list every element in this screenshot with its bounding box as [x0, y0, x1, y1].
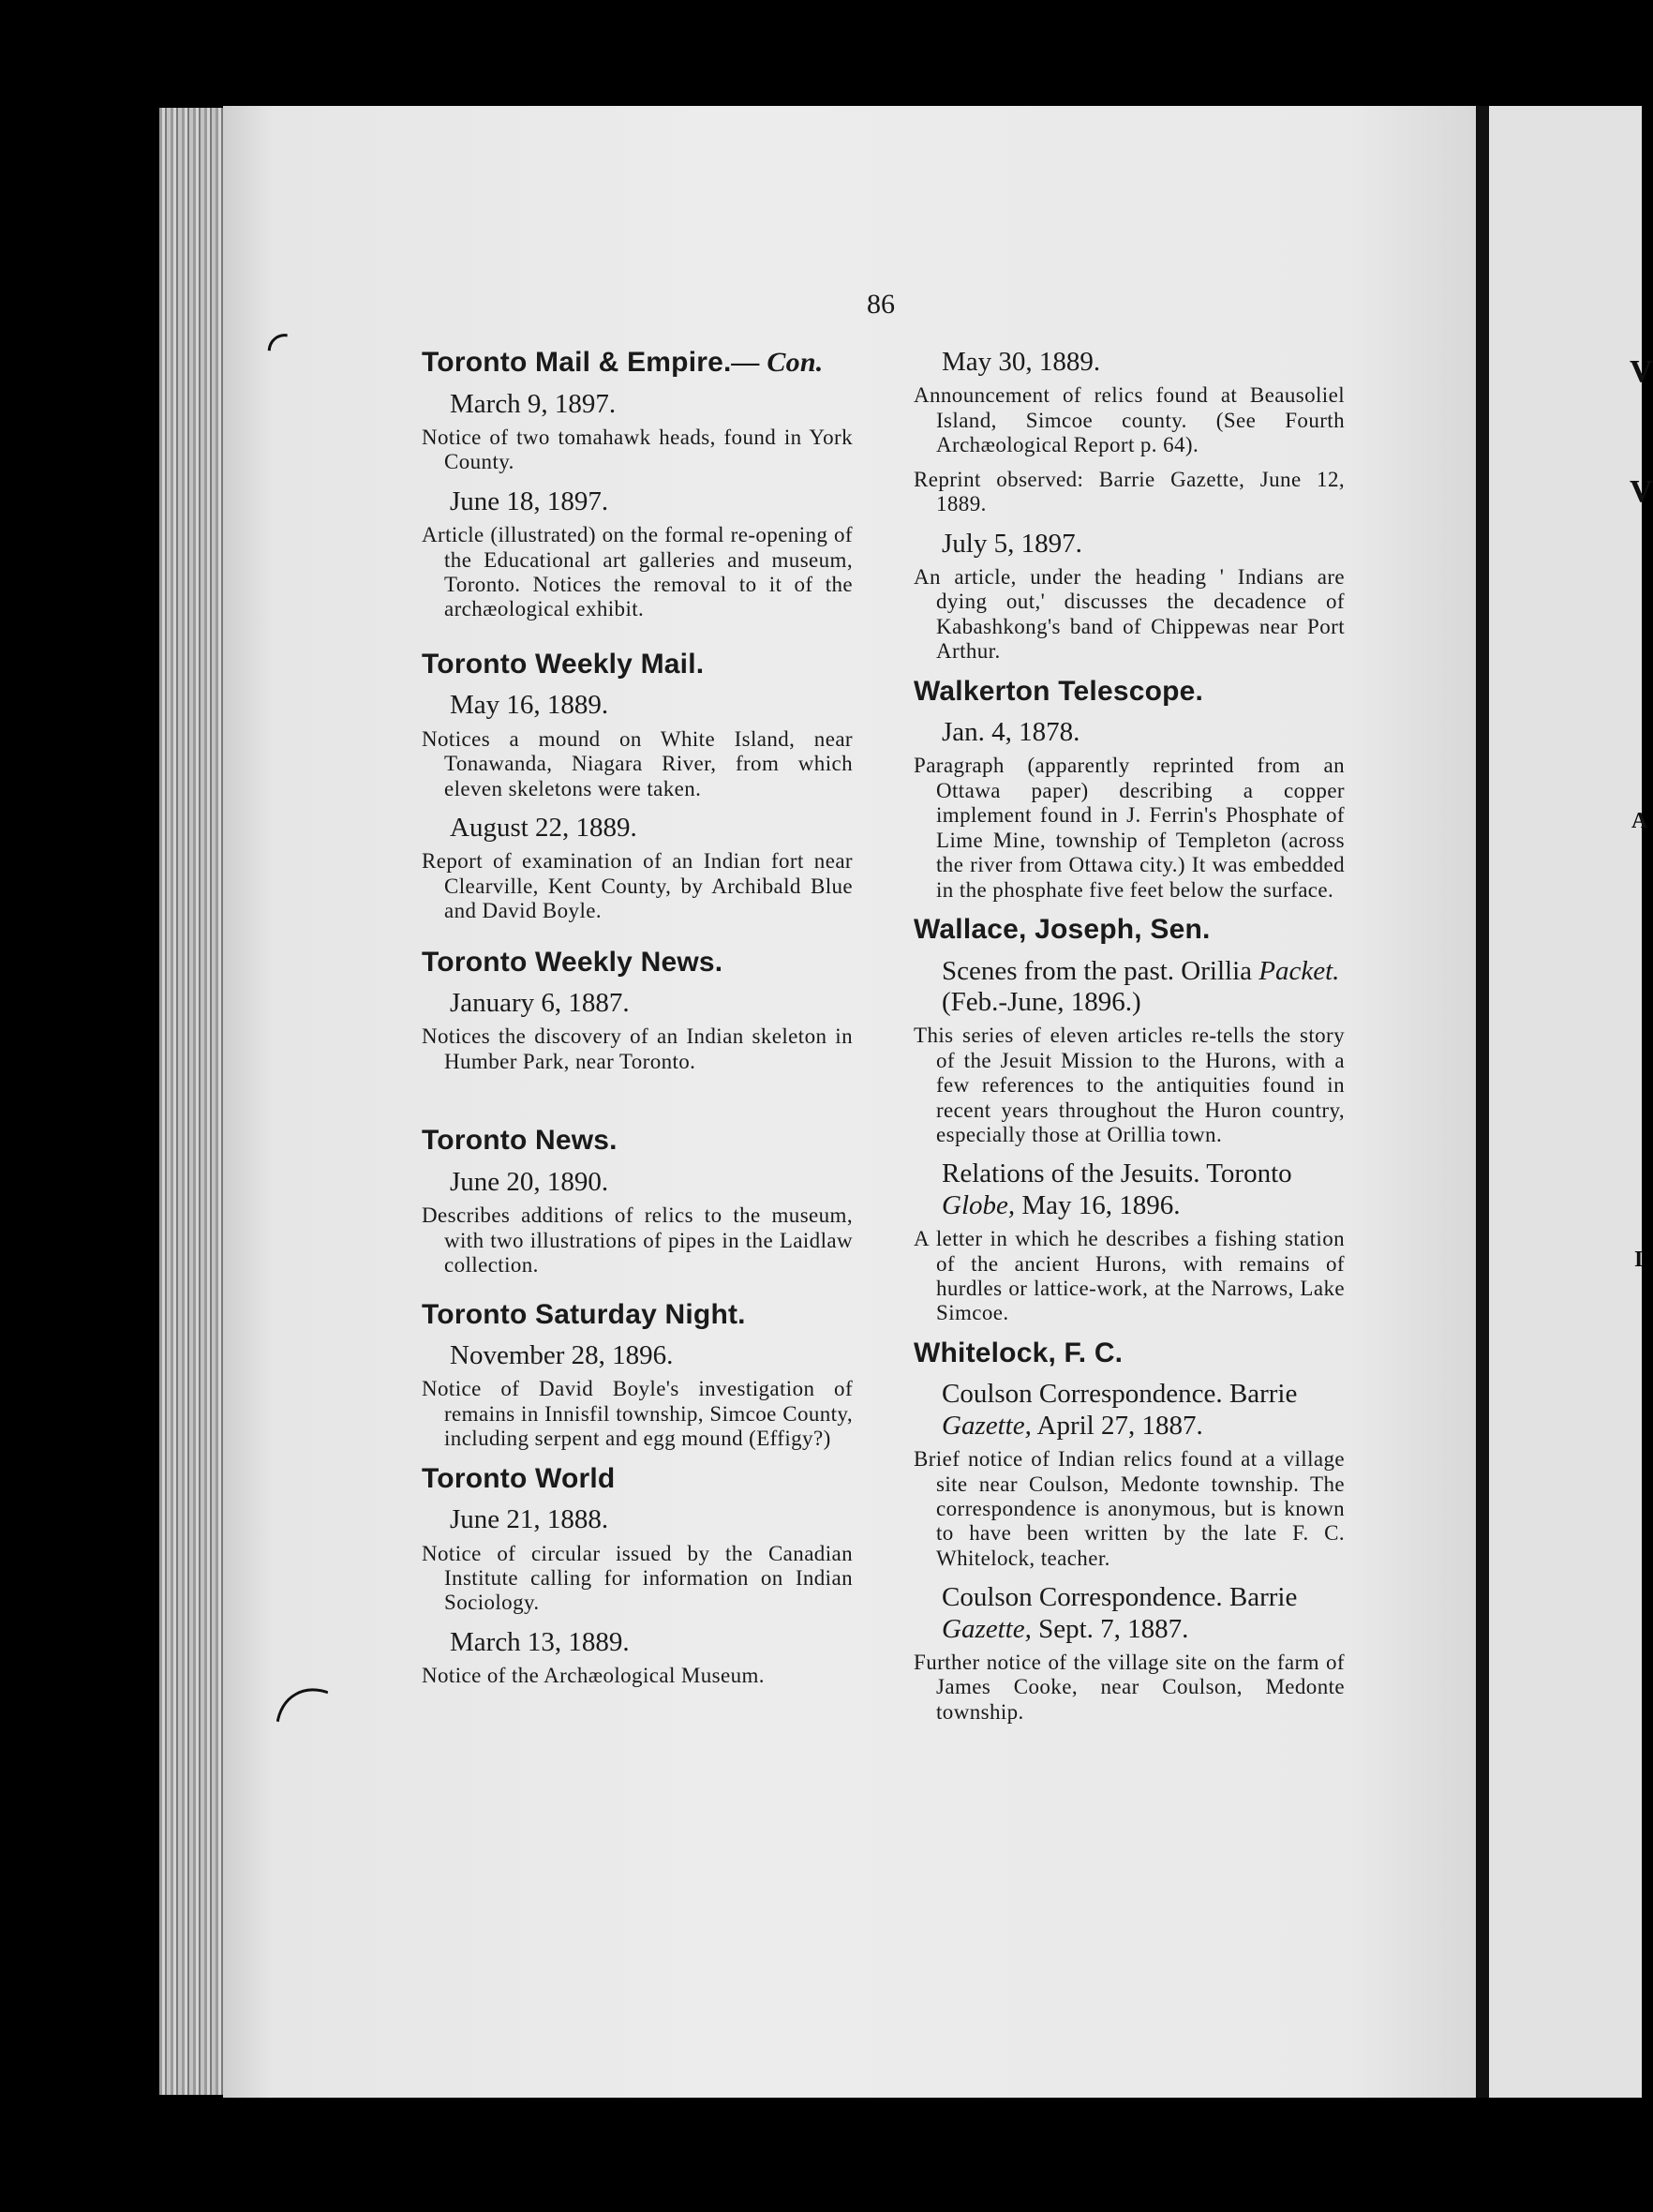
bibliography-entry	[914, 717, 1345, 903]
bibliography-entry	[422, 486, 853, 622]
bibliography-entry	[914, 1158, 1345, 1325]
entry-description: Brief notice of Indian relics found at a village site near Coulson, Medonte township. The correspondence is anonymous, but is known to have been written by the late F. C. Whitelock, teacher.	[914, 1447, 1345, 1570]
entry-date: May 30, 1889.	[942, 347, 1101, 377]
entry-description: Notice of circular issued by the Canadian Institute calling for information on Indian Sociology.	[422, 1541, 853, 1615]
section-walkerton-telescope	[914, 676, 1345, 903]
entry-description: Notices a mound on White Island, near Tonawanda, Niagara River, from which eleven skeletons were taken.	[422, 726, 853, 800]
bibliography-entry	[422, 1627, 853, 1689]
section-toronto-mail-empire	[422, 347, 853, 622]
entry-description: Announcement of relics found at Beausoliel Island, Simcoe county. (See Fourth Archæological Report p. 64).	[914, 383, 1345, 457]
entry-date: August 22, 1889.	[450, 812, 637, 843]
page-gutter	[1476, 106, 1489, 2098]
facing-page-glyph: A	[1631, 809, 1648, 833]
section-toronto-weekly-news	[422, 947, 853, 1075]
section-wallace-joseph	[914, 914, 1345, 1326]
bibliography-entry	[422, 389, 853, 475]
bibliography-entry	[422, 1340, 853, 1452]
entry-description: An article, under the heading ' Indians are dying out,' discusses the decadence of Kabashkong's band of Chippewas near Port Arthur.	[914, 564, 1345, 664]
entry-description: Further notice of the village site on the farm of James Cooke, near Coulson, Medonte township.	[914, 1650, 1345, 1724]
section-heading: Toronto World	[422, 1462, 616, 1494]
entry-date: June 18, 1897.	[450, 486, 609, 516]
entry-description: Notice of the Archæological Museum.	[422, 1664, 765, 1688]
section-heading: Toronto Saturday Night.	[422, 1298, 746, 1330]
section-heading: Toronto News.	[422, 1125, 618, 1157]
section-toronto-world	[422, 1463, 853, 1689]
bibliography-entry	[422, 690, 853, 801]
bibliography-entry	[422, 1504, 853, 1616]
section-toronto-news	[422, 1125, 853, 1278]
entry-date: March 13, 1889.	[450, 1626, 630, 1657]
entry-description: Article (illustrated) on the formal re-opening of the Educational art galleries and museum, Toronto. Notices the removal to it of the archæological exhibit.	[422, 523, 853, 621]
facing-page-glyph: I	[1634, 1248, 1644, 1272]
entry-citation: Coulson Correspondence. Barrie Gazette, Sept. 7, 1887.	[942, 1582, 1298, 1644]
entry-citation: Relations of the Jesuits. Toronto Globe, May 16, 1896.	[942, 1158, 1292, 1220]
section-heading: Whitelock, F. C.	[914, 1337, 1124, 1368]
bibliography-entry	[422, 1167, 853, 1278]
entry-date: July 5, 1897.	[942, 528, 1082, 559]
section-toronto-weekly-mail	[422, 649, 853, 924]
bibliography-entry	[914, 1379, 1345, 1571]
left-column	[422, 347, 853, 1700]
section-toronto-saturday-night	[422, 1299, 853, 1452]
entry-date: June 21, 1888.	[450, 1504, 609, 1535]
bibliography-entry	[422, 813, 853, 924]
entry-description: Notice of two tomahawk heads, found in York County.	[422, 425, 853, 474]
facing-page-glyph: V	[1630, 354, 1653, 389]
entry-date: June 20, 1890.	[450, 1166, 609, 1197]
facing-page-edge	[1489, 106, 1653, 2098]
entry-description: Describes additions of relics to the museum, with two illustrations of pipes in the Laidlaw collection.	[422, 1203, 853, 1278]
entry-description: Paragraph (apparently reprinted from an Ottawa paper) describing a copper implement found in J. Ferrin's Phosphate of Lime Mine, township of Templeton (across the river from Ottawa city.) It was embedded in the phosphate five feet below the surface.	[914, 754, 1345, 902]
bibliography-entry	[914, 1582, 1345, 1725]
bibliography-entry	[422, 988, 853, 1074]
entry-description: A letter in which he describes a fishing station of the ancient Hurons, with remains of hurdles or lattice-work, at the Narrows, Lake Simcoe.	[914, 1227, 1345, 1325]
entry-date: November 28, 1896.	[450, 1340, 674, 1370]
entry-description: This series of eleven articles re-tells the story of the Jesuit Mission to the Hurons, with a few references to the antiquities found in recent years throughout the Huron country, especially those at Orillia town.	[914, 1024, 1345, 1147]
entry-description: Report of examination of an Indian fort near Clearville, Kent County, by Archibald Blue and David Boyle.	[422, 849, 853, 923]
book-spine	[159, 108, 225, 2095]
entry-citation: Scenes from the past. Orillia Packet. (Feb.-June, 1896.)	[942, 955, 1340, 1017]
entry-reprint-note: Reprint observed: Barrie Gazette, June 12, 1889.	[914, 467, 1345, 516]
page-number: 86	[867, 289, 895, 320]
section-whitelock-fc	[914, 1338, 1345, 1725]
section-heading: Toronto Weekly News.	[422, 946, 723, 978]
facing-page-glyph: V	[1630, 474, 1653, 509]
entry-date: January 6, 1887.	[450, 988, 630, 1019]
entry-description: Notices the discovery of an Indian skeleton in Humber Park, near Toronto.	[422, 1024, 853, 1073]
right-column	[914, 347, 1345, 1736]
entry-date: May 16, 1889.	[450, 690, 609, 721]
bibliography-entry	[914, 956, 1345, 1148]
bibliography-entry	[914, 347, 1345, 517]
entry-date: Jan. 4, 1878.	[942, 717, 1080, 748]
entry-description: Notice of David Boyle's investigation of remains in Innisfil township, Simcoe County, including serpent and egg mound (Effigy?)	[422, 1377, 853, 1451]
section-heading: Wallace, Joseph, Sen.	[914, 914, 1211, 946]
section-heading: Toronto Mail & Empire.— Con.	[422, 347, 824, 378]
spacer	[422, 1085, 853, 1125]
section-heading: Toronto Weekly Mail.	[422, 648, 705, 680]
entry-citation: Coulson Correspondence. Barrie Gazette, April 27, 1887.	[942, 1379, 1298, 1441]
entry-date: March 9, 1897.	[450, 388, 617, 419]
section-heading: Walkerton Telescope.	[914, 675, 1204, 707]
bibliography-entry	[914, 529, 1345, 665]
